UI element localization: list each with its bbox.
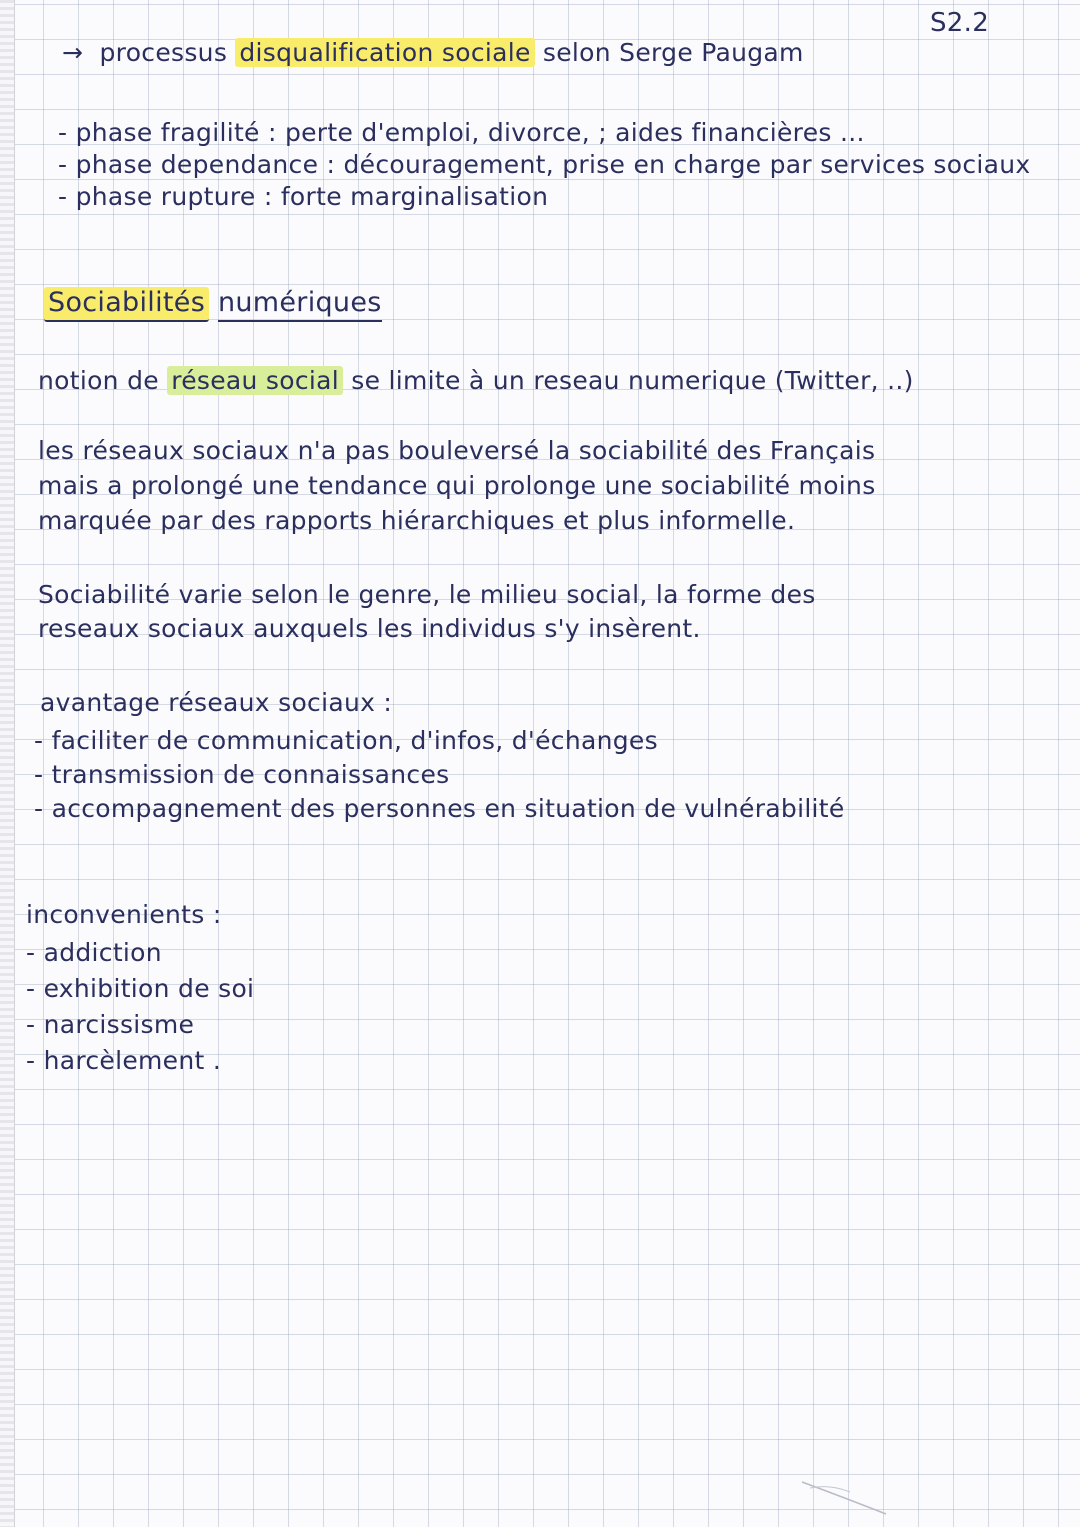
inconvenients-item: - narcissisme bbox=[26, 1010, 195, 1039]
section-title-word2: numériques bbox=[218, 287, 382, 322]
pencil-mark bbox=[800, 1478, 890, 1518]
avantages-item: - transmission de connaissances bbox=[34, 760, 450, 789]
process-heading-before: processus bbox=[99, 38, 228, 67]
paragraph1-line: les réseaux sociaux n'a pas bouleversé la sociabilité des Français bbox=[38, 436, 876, 465]
notion-line bbox=[38, 366, 914, 396]
paragraph1-line: marquée par des rapports hiérarchiques et plus informelle. bbox=[38, 506, 796, 535]
notion-after: se limite à un reseau numerique (Twitter, ..) bbox=[351, 366, 914, 395]
phase-line: - phase fragilité : perte d'emploi, divorce, ; aides financières ... bbox=[58, 118, 865, 147]
inconvenients-item: - harcèlement . bbox=[26, 1046, 222, 1075]
avantages-title: avantage réseaux sociaux : bbox=[40, 688, 393, 717]
process-heading-after: selon Serge Paugam bbox=[542, 38, 804, 67]
process-heading-highlight: disqualification sociale bbox=[235, 38, 534, 67]
section-title-word1: Sociabilités bbox=[44, 287, 209, 322]
avantages-item: - faciliter de communication, d'infos, d'échanges bbox=[34, 726, 658, 755]
paragraph2-line: Sociabilité varie selon le genre, le milieu social, la forme des bbox=[38, 580, 816, 609]
section-title bbox=[44, 288, 382, 318]
page-number: S2.2 bbox=[930, 8, 990, 38]
inconvenients-item: - exhibition de soi bbox=[26, 974, 255, 1003]
paragraph2-line: reseaux sociaux auxquels les individus s'y insèrent. bbox=[38, 614, 701, 643]
notion-highlight: réseau social bbox=[167, 366, 343, 395]
arrow-icon: → bbox=[62, 38, 84, 67]
inconvenients-item: - addiction bbox=[26, 938, 162, 967]
process-heading bbox=[62, 38, 804, 68]
phase-line: - phase dependance : découragement, prise en charge par services sociaux bbox=[58, 150, 1031, 179]
phase-line: - phase rupture : forte marginalisation bbox=[58, 182, 549, 211]
notion-before: notion de bbox=[38, 366, 159, 395]
paragraph1-line: mais a prolongé une tendance qui prolonge une sociabilité moins bbox=[38, 471, 876, 500]
notebook-binding-edge bbox=[0, 0, 15, 1527]
inconvenients-title: inconvenients : bbox=[26, 900, 222, 929]
avantages-item: - accompagnement des personnes en situation de vulnérabilité bbox=[34, 794, 845, 823]
